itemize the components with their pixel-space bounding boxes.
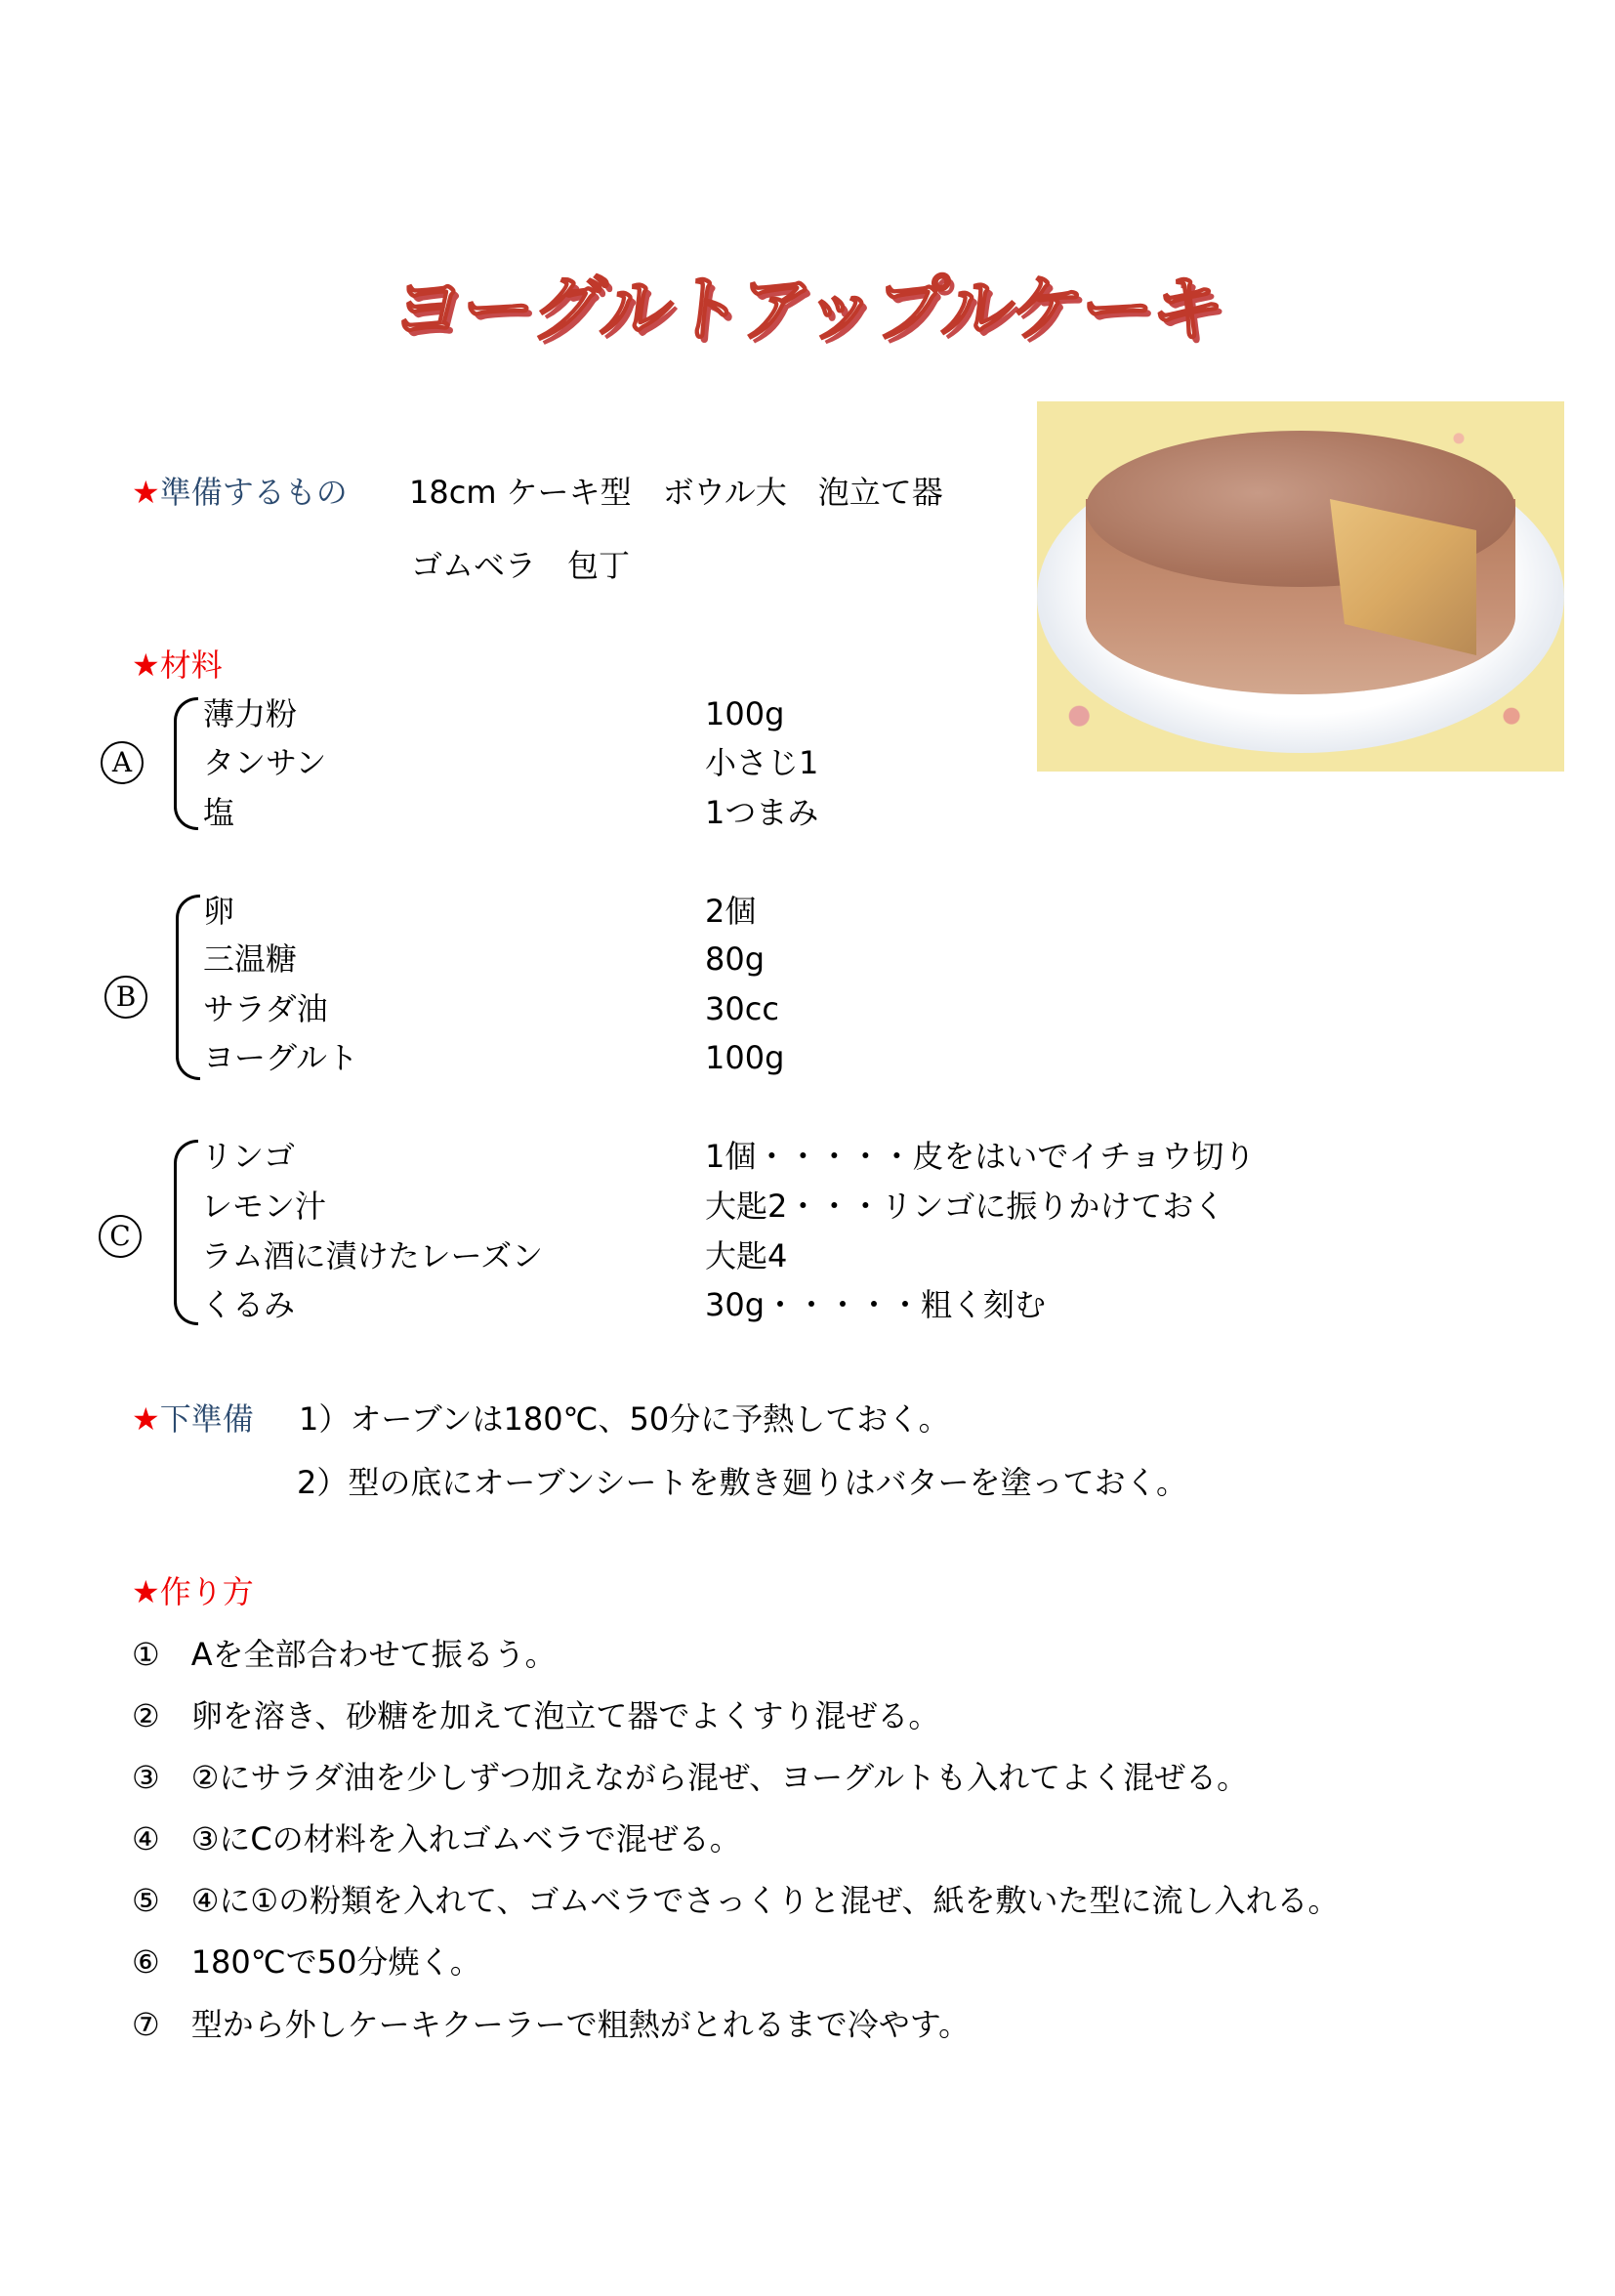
ingredient-amount: 2個: [705, 893, 757, 930]
prep-heading: ★下準備: [132, 1400, 254, 1438]
method-step: ④ ③にCの材料を入れゴムベラで混ぜる。: [132, 1820, 741, 1858]
ingredient-name: 薄力粉: [203, 695, 298, 732]
brace: [176, 895, 200, 1080]
cake: [1086, 431, 1515, 714]
ingredient-name: ヨーグルト: [203, 1039, 359, 1076]
brace: [174, 1140, 198, 1325]
method-step: ⑤ ④に①の粉類を入れて、ゴムベラでさっくりと混ぜ、紙を敷いた型に流し入れる。: [132, 1882, 1340, 1919]
ingredients-heading: ★材料: [132, 647, 223, 684]
equipment-heading: ★準備するもの: [132, 474, 348, 511]
group-mark-a: A: [101, 741, 144, 784]
ingredient-amount: 30g・・・・・粗く刻む: [705, 1286, 1047, 1323]
cake-photo: [1037, 401, 1564, 772]
ingredient-amount: 30cc: [705, 990, 779, 1027]
ingredient-amount: 小さじ1: [705, 744, 819, 781]
ingredient-name: 卵: [203, 893, 235, 930]
star-icon: ★: [132, 1573, 160, 1610]
ingredient-name: ラム酒に漬けたレーズン: [201, 1237, 544, 1274]
star-icon: ★: [132, 474, 160, 511]
ingredient-name: 三温糖: [203, 940, 298, 978]
ingredient-name: 塩: [203, 794, 235, 831]
star-icon: ★: [132, 1400, 160, 1438]
brace: [174, 697, 198, 830]
group-mark-b: B: [104, 976, 147, 1019]
ingredient-name: サラダ油: [203, 990, 328, 1027]
method-step: ③ ②にサラダ油を少しずつ加えながら混ぜ、ヨーグルトも入れてよく混ぜる。: [132, 1759, 1249, 1796]
prep-step: 2）型の底にオーブンシートを敷き廻りはバターを塗っておく。: [297, 1464, 1188, 1501]
ingredient-amount: 大匙2・・・リンゴに振りかけておく: [705, 1188, 1225, 1225]
method-heading: ★作り方: [132, 1573, 254, 1610]
method-step: ⑦ 型から外しケーキクーラーで粗熱がとれるまで冷やす。: [132, 2006, 971, 2043]
ingredient-amount: 大匙4: [705, 1237, 788, 1274]
ingredient-name: レモン汁: [201, 1188, 327, 1225]
prep-step: 1）オーブンは180℃、50分に予熱しておく。: [299, 1400, 950, 1438]
group-mark-c: C: [99, 1215, 142, 1258]
ingredient-amount: 100g: [705, 1039, 785, 1076]
ingredient-name: くるみ: [201, 1286, 296, 1323]
equipment-line-2: ゴムベラ 包丁: [411, 547, 631, 584]
method-step: ② 卵を溶き、砂糖を加えて泡立て器でよくすり混ぜる。: [132, 1697, 940, 1734]
ingredient-amount: 1つまみ: [705, 794, 819, 831]
method-step: ⑥ 180℃で50分焼く。: [132, 1943, 481, 1981]
equipment-line-1: 18cm ケーキ型 ボウル大 泡立て器: [409, 474, 943, 511]
method-step: ① Aを全部合わせて振るう。: [132, 1636, 557, 1673]
ingredient-amount: 1個・・・・・皮をはいでイチョウ切り: [705, 1138, 1256, 1175]
ingredient-amount: 100g: [705, 695, 785, 732]
ingredient-amount: 80g: [705, 940, 766, 978]
recipe-title: ヨーグルトアップルケーキ: [387, 268, 1226, 352]
star-icon: ★: [132, 647, 160, 684]
ingredient-name: タンサン: [203, 744, 327, 781]
ingredient-name: リンゴ: [201, 1138, 296, 1175]
